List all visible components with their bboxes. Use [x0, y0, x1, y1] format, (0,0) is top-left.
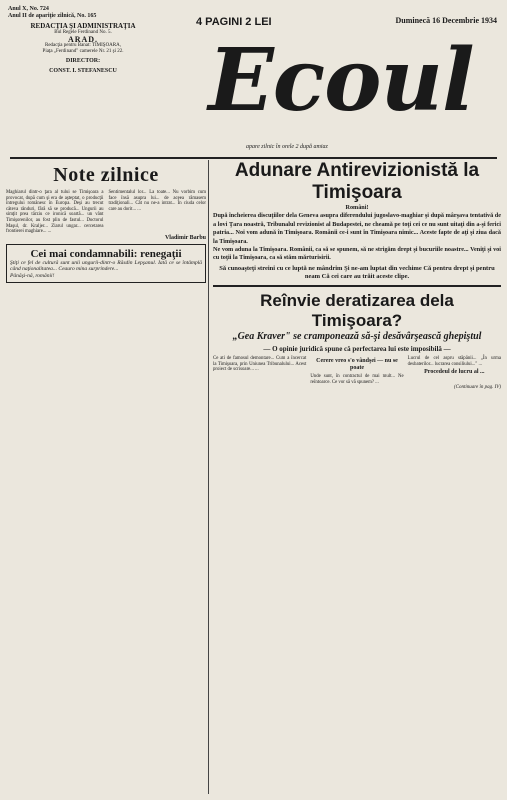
article-1-lead: Români!: [345, 204, 369, 211]
article-2-kicker: — O opinie juridică spune că perfectarea lui este imposibilă —: [263, 344, 451, 353]
notice-title: Cei mai condamnabili: renegaţii: [30, 247, 182, 260]
article-2-title: Reînvie deratizarea dela Timişoara?: [260, 290, 454, 330]
issue-line-2: Anul II de apariţie zilnică, No. 165: [8, 13, 97, 19]
tagline: apare zilnic în orele 2 după amiaz: [246, 144, 328, 150]
director-name: CONST. I. STEFANESCU: [49, 68, 117, 74]
publication-info: [8, 6, 158, 75]
notice-box: [6, 244, 206, 283]
article-2-subtitle: „Gea Kraver" se cramponează să-şi desăvârşească ghepiştul: [232, 330, 482, 342]
article-1-title: Adunare Antirevizionistă la Timişoara: [234, 160, 480, 203]
article-1-body-2: Ne vom aduna la Timişoara. Românii, ca să se spunem, să ne strigăm drept şi bucuriile noastre... Veniţi şi voi cu toţii la Timişoara, ca să stăm mărturisirii.: [213, 246, 501, 262]
notes-col-a: Maghiarul dintr-o ţara al tului se Timişoara a provocat, după cum şi era de aşteptat, o producţii întregului românesc în Europa. Deşi au trecut câteva rânduri, fără să se producă... Ungurii au simţit prea târziu ce ironică soartă... un vânt Timişorenilor, au fost plin de fastul... Doctorul Maşul, dr. Kraljer... Ziarul ungar... cercetarea frontierei maghiare... ...: [6, 190, 104, 235]
newspaper-title: Ecoul: [208, 30, 474, 131]
issue-date: Duminecă 16 Decembrie 1934: [395, 16, 497, 25]
left-column: [6, 162, 206, 792]
article-2-col-2: [310, 356, 403, 385]
article-2-col-2-text: Unde sunt, în contractul de mai mult... Ne reîntoarce. Ce vor să vă spunem? ...: [310, 373, 404, 385]
article-2-col-3-text: Lucrul de cel aspru stăpânii... „În urma desbaterilor... lucrarea consiliului..." ...: [407, 355, 501, 367]
masthead: [6, 4, 501, 161]
notice-text: Ştiţi ce fel de cultură sunt unii ungurii-dintr-o Răsdin Lepşanul. Iată ce se întâmplă când naţionalitatea... Ceauro mina surprindere...: [10, 259, 202, 273]
notes-col-b: Sentimentalul lor... La toate... Nu vorbim cum face însă asupra lui... de aceea rămasem tradiţionali... Cât nu ne-a intrat... În ciuda celor care au dorit... ...: [108, 190, 206, 212]
article-1-body: După încheierea discuţiilor dela Geneva asupra diferendului jugoslavo-maghiar şi după mârşava tentativă de a lovi Ţara noastră, Tribunalul revizionist al Budapestei, ne cheamă pe toţi cei ce nu sunt uitaţi din a-şi ferici patria... Noi vom adună în Timişoara. Românii ce-i sunt în Timişoara nimic... Aceste fapte de aţi şi ziua dacă la Timişoara.: [213, 212, 501, 245]
masthead-rule: [10, 157, 497, 159]
article-2-subhead-2: Cerere vreo s'o vândşei — nu se poate: [316, 357, 398, 371]
column-rule: [208, 160, 209, 794]
article-2-body: [213, 356, 501, 385]
article-divider: [213, 285, 501, 287]
notice-tail: Pânăşi-nă, romănii!: [10, 272, 55, 279]
continued-note: (Continuare în pag. IV): [453, 385, 501, 391]
branch-line-1: Redacţia pentru Banat: TIMIŞOARA,: [44, 43, 121, 48]
article-2-col-1: Ce ati de famosul demontare... Cum a încercat la Timişoara, prin Uniunea Tribunalului... Acest proiect de scrisoare... ...: [213, 355, 307, 373]
notes-body: [6, 190, 206, 235]
office-city: ARAD.: [67, 35, 99, 44]
director-label: DIRECTOR:: [65, 58, 101, 64]
notes-heading: Note zilnice: [53, 164, 159, 186]
office-heading: REDACŢIA ŞI ADMINISTRAŢIA: [30, 22, 136, 30]
right-column: [213, 160, 501, 794]
issue-line-1: Anul X, No. 724: [8, 6, 49, 12]
article-2-col-3: [408, 356, 501, 385]
article-1-poem: Să cunoaşteţi streini cu ce luptă ne mândrim Şi ne-am luptat din vechime Că pentru drept şi pentru neam Că cei care au trăit aceste clipe.: [219, 264, 495, 280]
notes-signature: Vladimir Barbu: [164, 234, 206, 241]
office-address: Bul Regele Ferdinand No. 5.: [54, 30, 112, 35]
branch-line-2: Piaţa „Ferdinand" camerele Nr. 21 şi 22.: [42, 49, 124, 54]
article-2-subhead-3: Procedeul de lucru al ...: [424, 369, 485, 376]
price: 4 PAGINI 2 LEI: [196, 16, 272, 28]
